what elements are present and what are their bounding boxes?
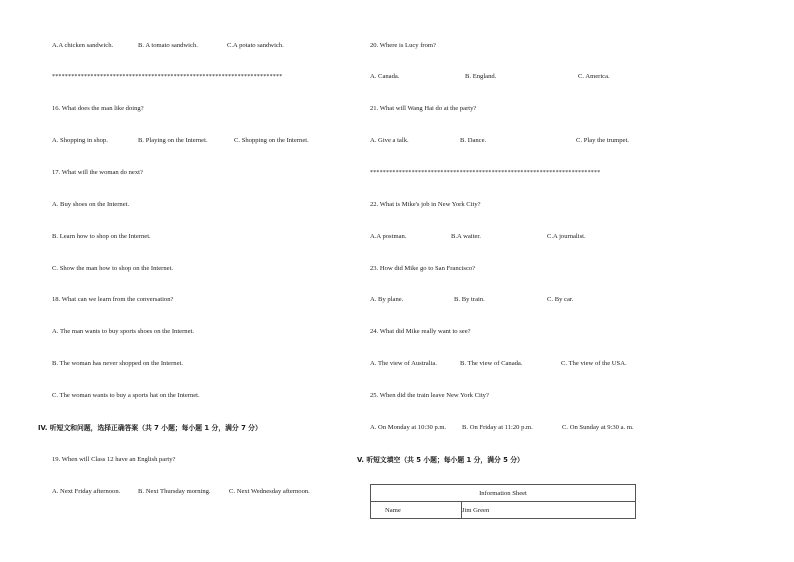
q25-option-a[interactable]: A. On Monday at 10:30 p.m. (370, 424, 447, 431)
q23-option-a[interactable]: A. By plane. (370, 296, 404, 303)
q24-option-a[interactable]: A. The view of Australia. (370, 360, 437, 367)
q23-question: 23. How did Mike go to San Francisco? (370, 265, 476, 272)
q16-option-c[interactable]: C. Shopping on the Internet. (234, 137, 309, 144)
information-sheet-table (370, 484, 636, 519)
q18-option-b[interactable]: B. The woman has never shopped on the Internet. (52, 360, 183, 367)
divider-stars: ************************************************************************ (52, 74, 283, 80)
q24-option-b[interactable]: B. The view of Canada. (460, 360, 523, 367)
q21-option-a[interactable]: A. Give a talk. (370, 137, 409, 144)
name-value-cell: Jim Green (462, 502, 636, 519)
q20-option-b[interactable]: B. England. (465, 73, 497, 80)
q16-option-b[interactable]: B. Playing on the Internet. (138, 137, 208, 144)
q17-option-b[interactable]: B. Learn how to shop on the Internet. (52, 233, 151, 240)
q24-question: 24. What did Mike really want to see? (370, 328, 471, 335)
q20-option-c[interactable]: C. America. (578, 73, 610, 80)
q25-option-c[interactable]: C. On Sunday at 9:30 a. m. (562, 424, 634, 431)
q15-option-a[interactable]: A.A chicken sandwich. (52, 42, 114, 49)
q23-option-c[interactable]: C. By car. (547, 296, 574, 303)
q21-question: 21. What will Wang Hai do at the party? (370, 105, 477, 112)
q25-option-b[interactable]: B. On Friday at 11:20 p.m. (462, 424, 533, 431)
q25-question: 25. When did the train leave New York City? (370, 392, 489, 399)
q20-question: 20. Where is Lucy from? (370, 42, 436, 49)
q16-question: 16. What does the man like doing? (52, 105, 144, 112)
q22-question: 22. What is Mike's job in New York City? (370, 201, 481, 208)
q18-option-a[interactable]: A. The man wants to buy sports shoes on the Internet. (52, 328, 194, 335)
q17-option-a[interactable]: A. Buy shoes on the Internet. (52, 201, 130, 208)
q17-option-c[interactable]: C. Show the man how to shop on the Internet. (52, 265, 174, 272)
q20-option-a[interactable]: A. Canada. (370, 73, 400, 80)
information-sheet-title: Information Sheet (371, 485, 636, 502)
q19-option-b[interactable]: B. Next Thursday morning. (138, 488, 211, 495)
q19-option-a[interactable]: A. Next Friday afternoon. (52, 488, 121, 495)
q21-option-c[interactable]: C. Play the trumpet. (576, 137, 629, 144)
q18-option-c[interactable]: C. The woman wants to buy a sports hat on the Internet. (52, 392, 200, 399)
q23-option-b[interactable]: B. By train. (454, 296, 485, 303)
q19-question: 19. When will Class 12 have an English party? (52, 456, 176, 463)
q15-option-c[interactable]: C.A potato sandwich. (227, 42, 284, 49)
q17-question: 17. What will the woman do next? (52, 169, 143, 176)
q19-option-c[interactable]: C. Next Wednesday afternoon. (229, 488, 310, 495)
section-v-heading: V. 听短文填空（共 5 小题；每小题 1 分，满分 5 分） (357, 456, 524, 464)
q22-option-b[interactable]: B.A waiter. (451, 233, 481, 240)
q16-option-a[interactable]: A. Shopping in shop. (52, 137, 108, 144)
name-label-cell: Name (371, 502, 462, 519)
q18-question: 18. What can we learn from the conversation? (52, 296, 174, 303)
q15-option-b[interactable]: B. A tomato sandwich. (138, 42, 198, 49)
q22-option-a[interactable]: A.A postman. (370, 233, 407, 240)
divider-stars-right: ************************************************************************ (370, 170, 601, 176)
q22-option-c[interactable]: C.A journalist. (547, 233, 586, 240)
q21-option-b[interactable]: B. Dance. (460, 137, 487, 144)
section-iv-heading: IV. 听短文和问题，选择正确答案（共 7 小题；每小题 1 分，满分 7 分） (38, 424, 262, 432)
q24-option-c[interactable]: C. The view of the USA. (561, 360, 627, 367)
